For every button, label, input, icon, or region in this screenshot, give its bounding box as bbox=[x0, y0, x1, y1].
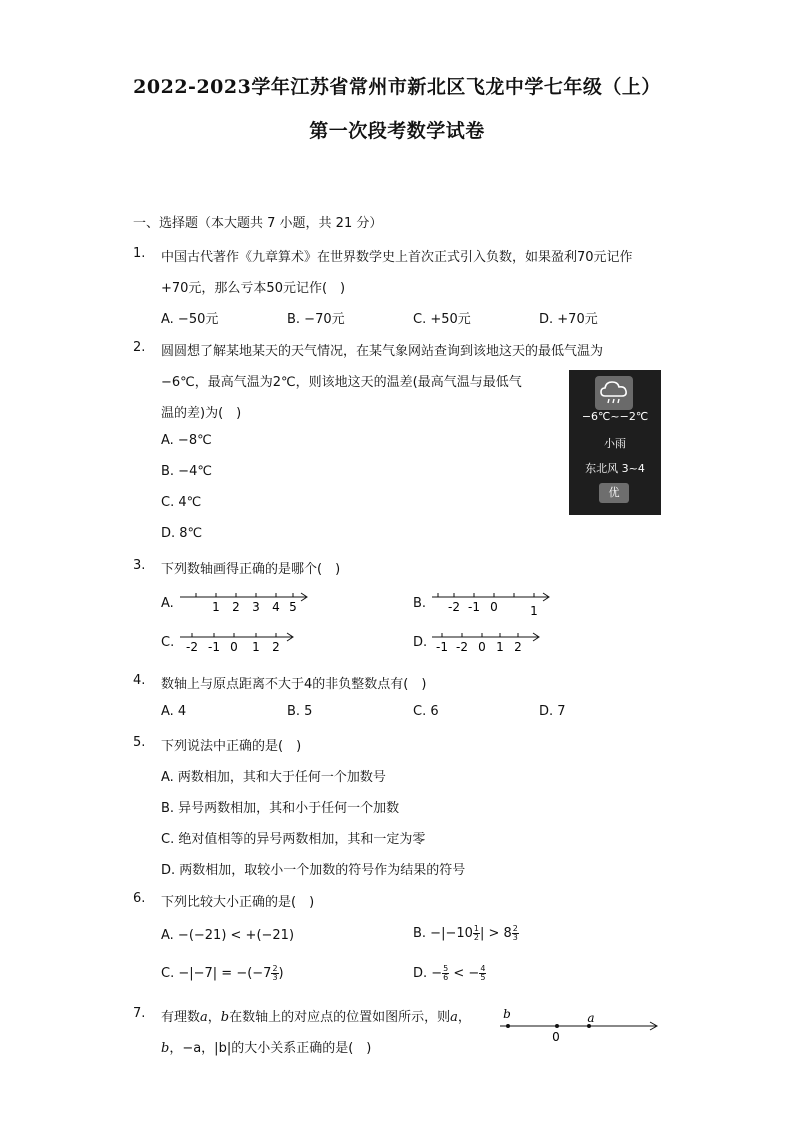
page-title-line2: 第一次段考数学试卷 bbox=[309, 120, 485, 142]
option-c: C. 6 bbox=[413, 704, 439, 719]
option-d-text: D. − bbox=[413, 966, 443, 981]
option-a: A. 两数相加，其和大于任何一个加数号 bbox=[161, 770, 386, 785]
question-text: b，−a，|b|的大小关系正确的是( ) bbox=[161, 1041, 372, 1056]
question-text: 温的差)为( ) bbox=[161, 406, 242, 421]
question-number: 3. bbox=[133, 558, 146, 573]
question-text: 数轴上与原点距离不大于4的非负整数点有( ) bbox=[161, 677, 427, 692]
tick-label: 1 bbox=[212, 600, 220, 614]
option-b: B. 异号两数相加，其和小于任何一个加数 bbox=[161, 801, 400, 816]
option-d: D. 两数相加，取较小一个加数的符号作为结果的符号 bbox=[161, 863, 466, 878]
tick-label: 5 bbox=[289, 600, 297, 614]
question-text: +70元，那么亏本50元记作( ) bbox=[161, 281, 346, 296]
number-line-ab bbox=[496, 1006, 662, 1046]
weather-temp: −6℃~−2℃ bbox=[581, 410, 649, 423]
question-number: 6. bbox=[133, 891, 146, 906]
option-d: D. 7 bbox=[539, 704, 566, 719]
tick-label: -1 bbox=[468, 600, 480, 614]
number-line-b bbox=[430, 588, 555, 618]
number-line-d bbox=[430, 628, 545, 656]
fraction: $\frac{2}{3}$ bbox=[272, 964, 278, 982]
air-quality-badge: 优 bbox=[599, 483, 629, 503]
question-text: 中国古代著作《九章算术》在世界数学史上首次正式引入负数，如果盈利70元记作 bbox=[161, 250, 633, 265]
tick-label: 0 bbox=[490, 600, 498, 614]
option-a: A. −8℃ bbox=[161, 433, 212, 448]
question-text: 下列比较大小正确的是( ) bbox=[161, 895, 315, 910]
number-line-c bbox=[178, 628, 298, 656]
option-d-text: < − bbox=[449, 966, 480, 981]
option-c: C. 4℃ bbox=[161, 495, 202, 510]
option-b-text: B. −|−10 bbox=[413, 926, 473, 941]
tick-label: -2 bbox=[456, 640, 468, 654]
option-c bbox=[161, 965, 284, 982]
option-b: B. 5 bbox=[287, 704, 313, 719]
question-text: −6℃，最高气温为2℃，则该地这天的温差(最高气温与最低气 bbox=[161, 375, 522, 390]
question-number: 7. bbox=[133, 1006, 146, 1021]
question-number: 1. bbox=[133, 246, 146, 261]
point-origin bbox=[555, 1024, 559, 1028]
option-d: D. bbox=[413, 635, 428, 650]
tick-label: 1 bbox=[530, 604, 538, 618]
tick-label: 2 bbox=[272, 640, 280, 654]
tick-label: 2 bbox=[514, 640, 522, 654]
fraction: $\frac{1}{2}$ bbox=[473, 924, 479, 942]
tick-label: -1 bbox=[208, 640, 220, 654]
tick-label: 1 bbox=[252, 640, 260, 654]
fraction: $\frac{2}{3}$ bbox=[512, 924, 518, 942]
tick-label: -2 bbox=[186, 640, 198, 654]
option-c-text: C. −|−7| = −(−7 bbox=[161, 966, 272, 981]
question-text: 下列数轴画得正确的是哪个( ) bbox=[161, 562, 341, 577]
page-title-line1: 2022-2023学年江苏省常州市新北区飞龙中学七年级（上） bbox=[133, 76, 661, 98]
number-line-a bbox=[178, 588, 313, 616]
option-c: C. 绝对值相等的异号两数相加，其和一定为零 bbox=[161, 832, 426, 847]
fraction: $\frac{4}{5}$ bbox=[480, 964, 486, 982]
weather-wind: 东北风 3~4 bbox=[585, 462, 645, 475]
option-c: C. bbox=[161, 635, 175, 650]
option-b: B. −4℃ bbox=[161, 464, 212, 479]
tick-label: 4 bbox=[272, 600, 280, 614]
question-text: 圆圆想了解某地某天的天气情况，在某气象网站查询到该地这天的最低气温为 bbox=[161, 344, 604, 359]
tick-label: 2 bbox=[232, 600, 240, 614]
tick-label: -1 bbox=[436, 640, 448, 654]
cloud-rain-icon bbox=[595, 376, 633, 410]
option-b bbox=[413, 925, 519, 942]
option-a: A. −50元 bbox=[161, 312, 219, 327]
weather-desc: 小雨 bbox=[604, 437, 626, 450]
option-d: D. +70元 bbox=[539, 312, 598, 327]
tick-label: 1 bbox=[496, 640, 504, 654]
question-text: 下列说法中正确的是( ) bbox=[161, 739, 302, 754]
option-b-text: | > 8 bbox=[479, 926, 512, 941]
option-a: A. −(−21) < +(−21) bbox=[161, 928, 295, 943]
tick-label: 0 bbox=[478, 640, 486, 654]
option-d: D. 8℃ bbox=[161, 526, 203, 541]
option-b: B. −70元 bbox=[287, 312, 345, 327]
point-b bbox=[506, 1024, 510, 1028]
option-c-text: ) bbox=[278, 966, 284, 981]
option-d bbox=[413, 965, 486, 982]
question-number: 2. bbox=[133, 340, 146, 355]
option-a: A. 4 bbox=[161, 704, 187, 719]
label-b: b bbox=[503, 1007, 511, 1021]
question-number: 4. bbox=[133, 673, 146, 688]
tick-label: 0 bbox=[230, 640, 238, 654]
label-a: a bbox=[587, 1011, 595, 1025]
question-number: 5. bbox=[133, 735, 146, 750]
option-c: C. +50元 bbox=[413, 312, 471, 327]
weather-card bbox=[569, 370, 661, 515]
option-a: A. bbox=[161, 596, 174, 611]
section-heading: 一、选择题（本大题共 7 小题，共 21 分） bbox=[133, 216, 383, 231]
option-b: B. bbox=[413, 596, 427, 611]
fraction: $\frac{5}{6}$ bbox=[443, 964, 449, 982]
label-zero: 0 bbox=[552, 1030, 560, 1044]
question-text: 有理数a，b在数轴上的对应点的位置如图所示，则a， bbox=[161, 1010, 471, 1025]
tick-label: -2 bbox=[448, 600, 460, 614]
tick-label: 3 bbox=[252, 600, 260, 614]
